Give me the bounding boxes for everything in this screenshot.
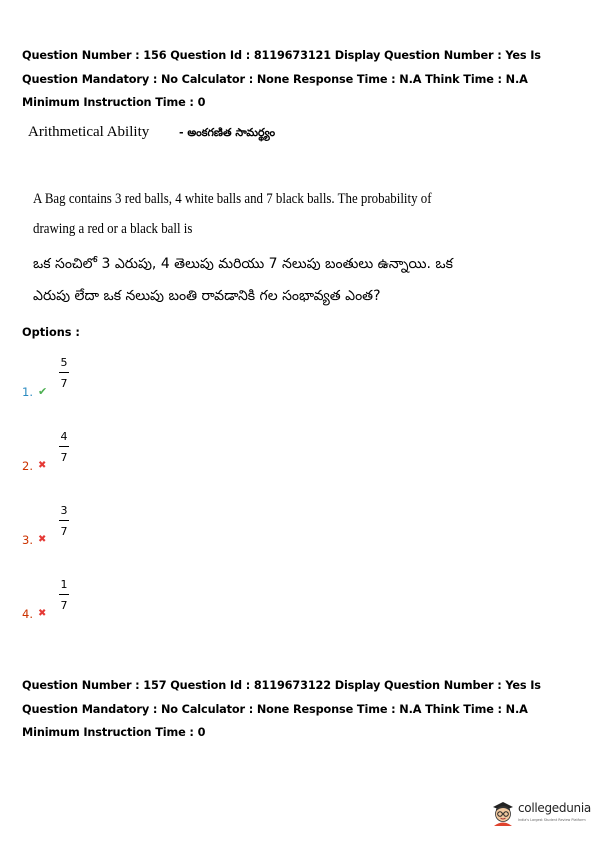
question-156-metadata: Question Number : 156 Question Id : 8119673121 Display Question Number : Yes Is Question Mandatory : No Calculator : None Response Time : N.A Think Time : N.A Minimum Instruction Time : 0: [22, 49, 541, 109]
subject-heading: [28, 124, 275, 142]
option-1: [22, 355, 142, 405]
fraction-numerator: 1: [60, 578, 68, 591]
logo-wordmark: collegedunia: [518, 801, 591, 815]
subject-telugu: - అంకగణిత సామర్థ్యం: [178, 126, 276, 139]
option-number: 2.: [22, 459, 33, 473]
cross-icon: ✖: [38, 608, 47, 619]
cross-icon: ✖: [38, 534, 47, 545]
subject-english: Arithmetical Ability: [28, 124, 150, 140]
fraction-bar: [59, 372, 69, 373]
question-text-telugu: ఒక సంచిలో 3 ఎరుపు, 4 తెలుపు మరియు 7 నలుపు బంతులు ఉన్నాయి. ఒక ఎరుపు లేదా ఒక నలుపు బంతి రావడానికి గల సంభావ్యత ఎంత?: [33, 256, 453, 304]
fraction-numerator: 4: [60, 430, 68, 443]
student-avatar-icon: [490, 799, 516, 827]
question-157-metadata: Question Number : 157 Question Id : 8119673122 Display Question Number : Yes Is Question Mandatory : No Calculator : None Response Time : N.A Think Time : N.A Minimum Instruction Time : 0: [22, 679, 541, 739]
question-text-english: A Bag contains 3 red balls, 4 white balls and 7 black balls. The probability of drawing a red or a black ball is: [33, 191, 432, 237]
fraction-numerator: 5: [60, 356, 68, 369]
option-2: [22, 429, 142, 479]
logo-tagline: India's Largest Student Review Platform: [518, 818, 586, 822]
fraction-denominator: 7: [60, 451, 68, 464]
option-number: 1.: [22, 385, 33, 399]
fraction-denominator: 7: [60, 377, 68, 390]
option-4: [22, 577, 142, 627]
fraction-denominator: 7: [60, 525, 68, 538]
option-fraction: [58, 577, 70, 613]
collegedunia-logo: [490, 799, 590, 829]
fraction-numerator: 3: [60, 504, 68, 517]
option-number: 3.: [22, 533, 33, 547]
fraction-bar: [59, 594, 69, 595]
option-3: [22, 503, 142, 553]
option-fraction: [58, 503, 70, 539]
option-number: 4.: [22, 607, 33, 621]
check-icon: ✔: [38, 385, 48, 398]
cross-icon: ✖: [38, 460, 47, 471]
fraction-bar: [59, 520, 69, 521]
option-fraction: [58, 429, 70, 465]
option-fraction: [58, 355, 70, 391]
fraction-bar: [59, 446, 69, 447]
options-label: Options :: [22, 326, 80, 339]
fraction-denominator: 7: [60, 599, 68, 612]
